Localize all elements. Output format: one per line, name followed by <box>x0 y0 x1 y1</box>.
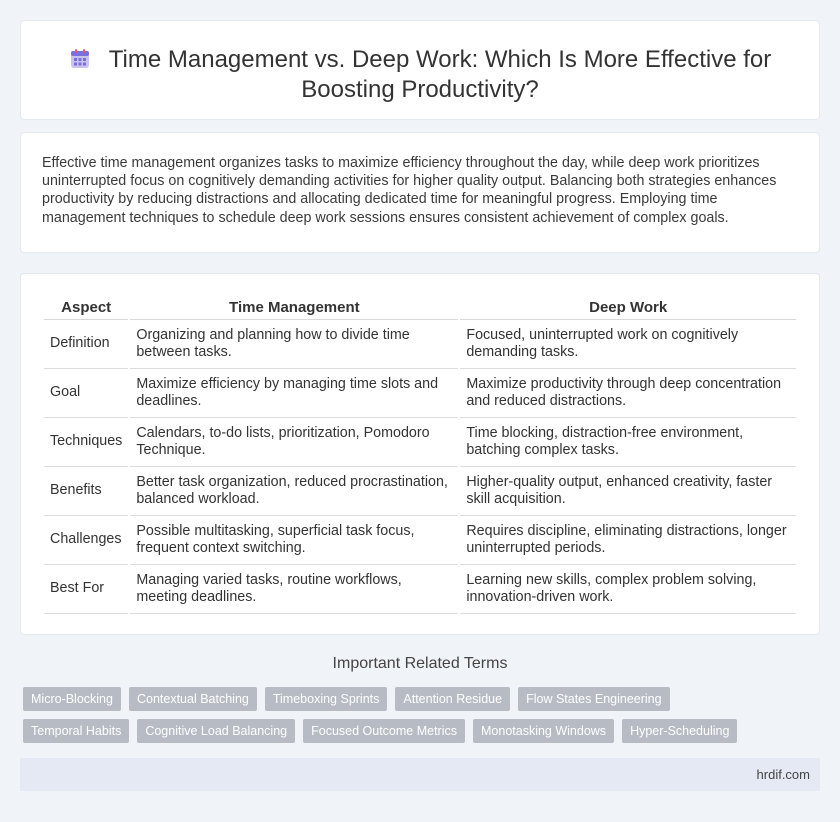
row-deep-work: Learning new skills, complex problem solving, innovation-driven work. <box>460 565 796 614</box>
row-deep-work: Requires discipline, eliminating distractions, longer uninterrupted periods. <box>460 516 796 565</box>
row-deep-work: Maximize productivity through deep concentration and reduced distractions. <box>460 369 796 418</box>
related-term-tag[interactable]: Flow States Engineering <box>518 687 670 711</box>
table-row <box>44 418 796 467</box>
table-row <box>44 369 796 418</box>
footer-site-link[interactable]: hrdif.com <box>756 767 810 782</box>
related-term-tag[interactable]: Cognitive Load Balancing <box>137 719 295 743</box>
row-deep-work: Time blocking, distraction-free environment, batching complex tasks. <box>460 418 796 467</box>
related-term-tag[interactable]: Micro-Blocking <box>23 687 121 711</box>
related-term-tag[interactable]: Temporal Habits <box>23 719 129 743</box>
row-time-management: Better task organization, reduced procrastination, balanced workload. <box>130 467 458 516</box>
row-aspect: Techniques <box>44 418 128 467</box>
page-title-text: Time Management vs. Deep Work: Which Is More Effective for Boosting Productivity? <box>108 46 772 103</box>
related-term-tag[interactable]: Hyper-Scheduling <box>622 719 737 743</box>
row-time-management: Managing varied tasks, routine workflows, meeting deadlines. <box>130 565 458 614</box>
title-card <box>20 20 820 120</box>
comparison-table <box>42 296 798 614</box>
table-row <box>44 467 796 516</box>
table-row <box>44 565 796 614</box>
related-terms-list <box>23 687 783 743</box>
calendar-icon <box>69 48 91 70</box>
table-row <box>44 516 796 565</box>
table-header-row <box>44 296 796 320</box>
related-term-tag[interactable]: Attention Residue <box>395 687 510 711</box>
related-terms-title: Important Related Terms <box>332 655 508 672</box>
row-time-management: Calendars, to-do lists, prioritization, Pomodoro Technique. <box>130 418 458 467</box>
footer <box>20 758 820 791</box>
related-term-tag[interactable]: Monotasking Windows <box>473 719 614 743</box>
row-deep-work: Focused, uninterrupted work on cognitively demanding tasks. <box>460 320 796 369</box>
column-header-time-management: Time Management <box>130 296 458 320</box>
row-time-management: Possible multitasking, superficial task focus, frequent context switching. <box>130 516 458 565</box>
related-term-tag[interactable]: Contextual Batching <box>129 687 257 711</box>
column-header-aspect: Aspect <box>44 296 128 320</box>
row-time-management: Maximize efficiency by managing time slots and deadlines. <box>130 369 458 418</box>
related-term-tag[interactable]: Focused Outcome Metrics <box>303 719 465 743</box>
comparison-card <box>20 273 820 635</box>
row-aspect: Best For <box>44 565 128 614</box>
table-row <box>44 320 796 369</box>
row-time-management: Organizing and planning how to divide time between tasks. <box>130 320 458 369</box>
row-deep-work: Higher-quality output, enhanced creativity, faster skill acquisition. <box>460 467 796 516</box>
row-aspect: Goal <box>44 369 128 418</box>
intro-paragraph: Effective time management organizes tasks to maximize efficiency throughout the day, while deep work prioritizes uninterrupted focus on cognitively demanding activities for higher quality output. Balancing both strategies enhances productivity by reducing distractions and allocating dedicated time for meaningful progress. Employing time management techniques to schedule deep work sessions ensures consistent achievement of complex goals. <box>42 155 777 226</box>
intro-card <box>20 132 820 253</box>
row-aspect: Challenges <box>44 516 128 565</box>
page-title <box>21 45 819 105</box>
column-header-deep-work: Deep Work <box>460 296 796 320</box>
related-term-tag[interactable]: Timeboxing Sprints <box>265 687 388 711</box>
row-aspect: Benefits <box>44 467 128 516</box>
row-aspect: Definition <box>44 320 128 369</box>
